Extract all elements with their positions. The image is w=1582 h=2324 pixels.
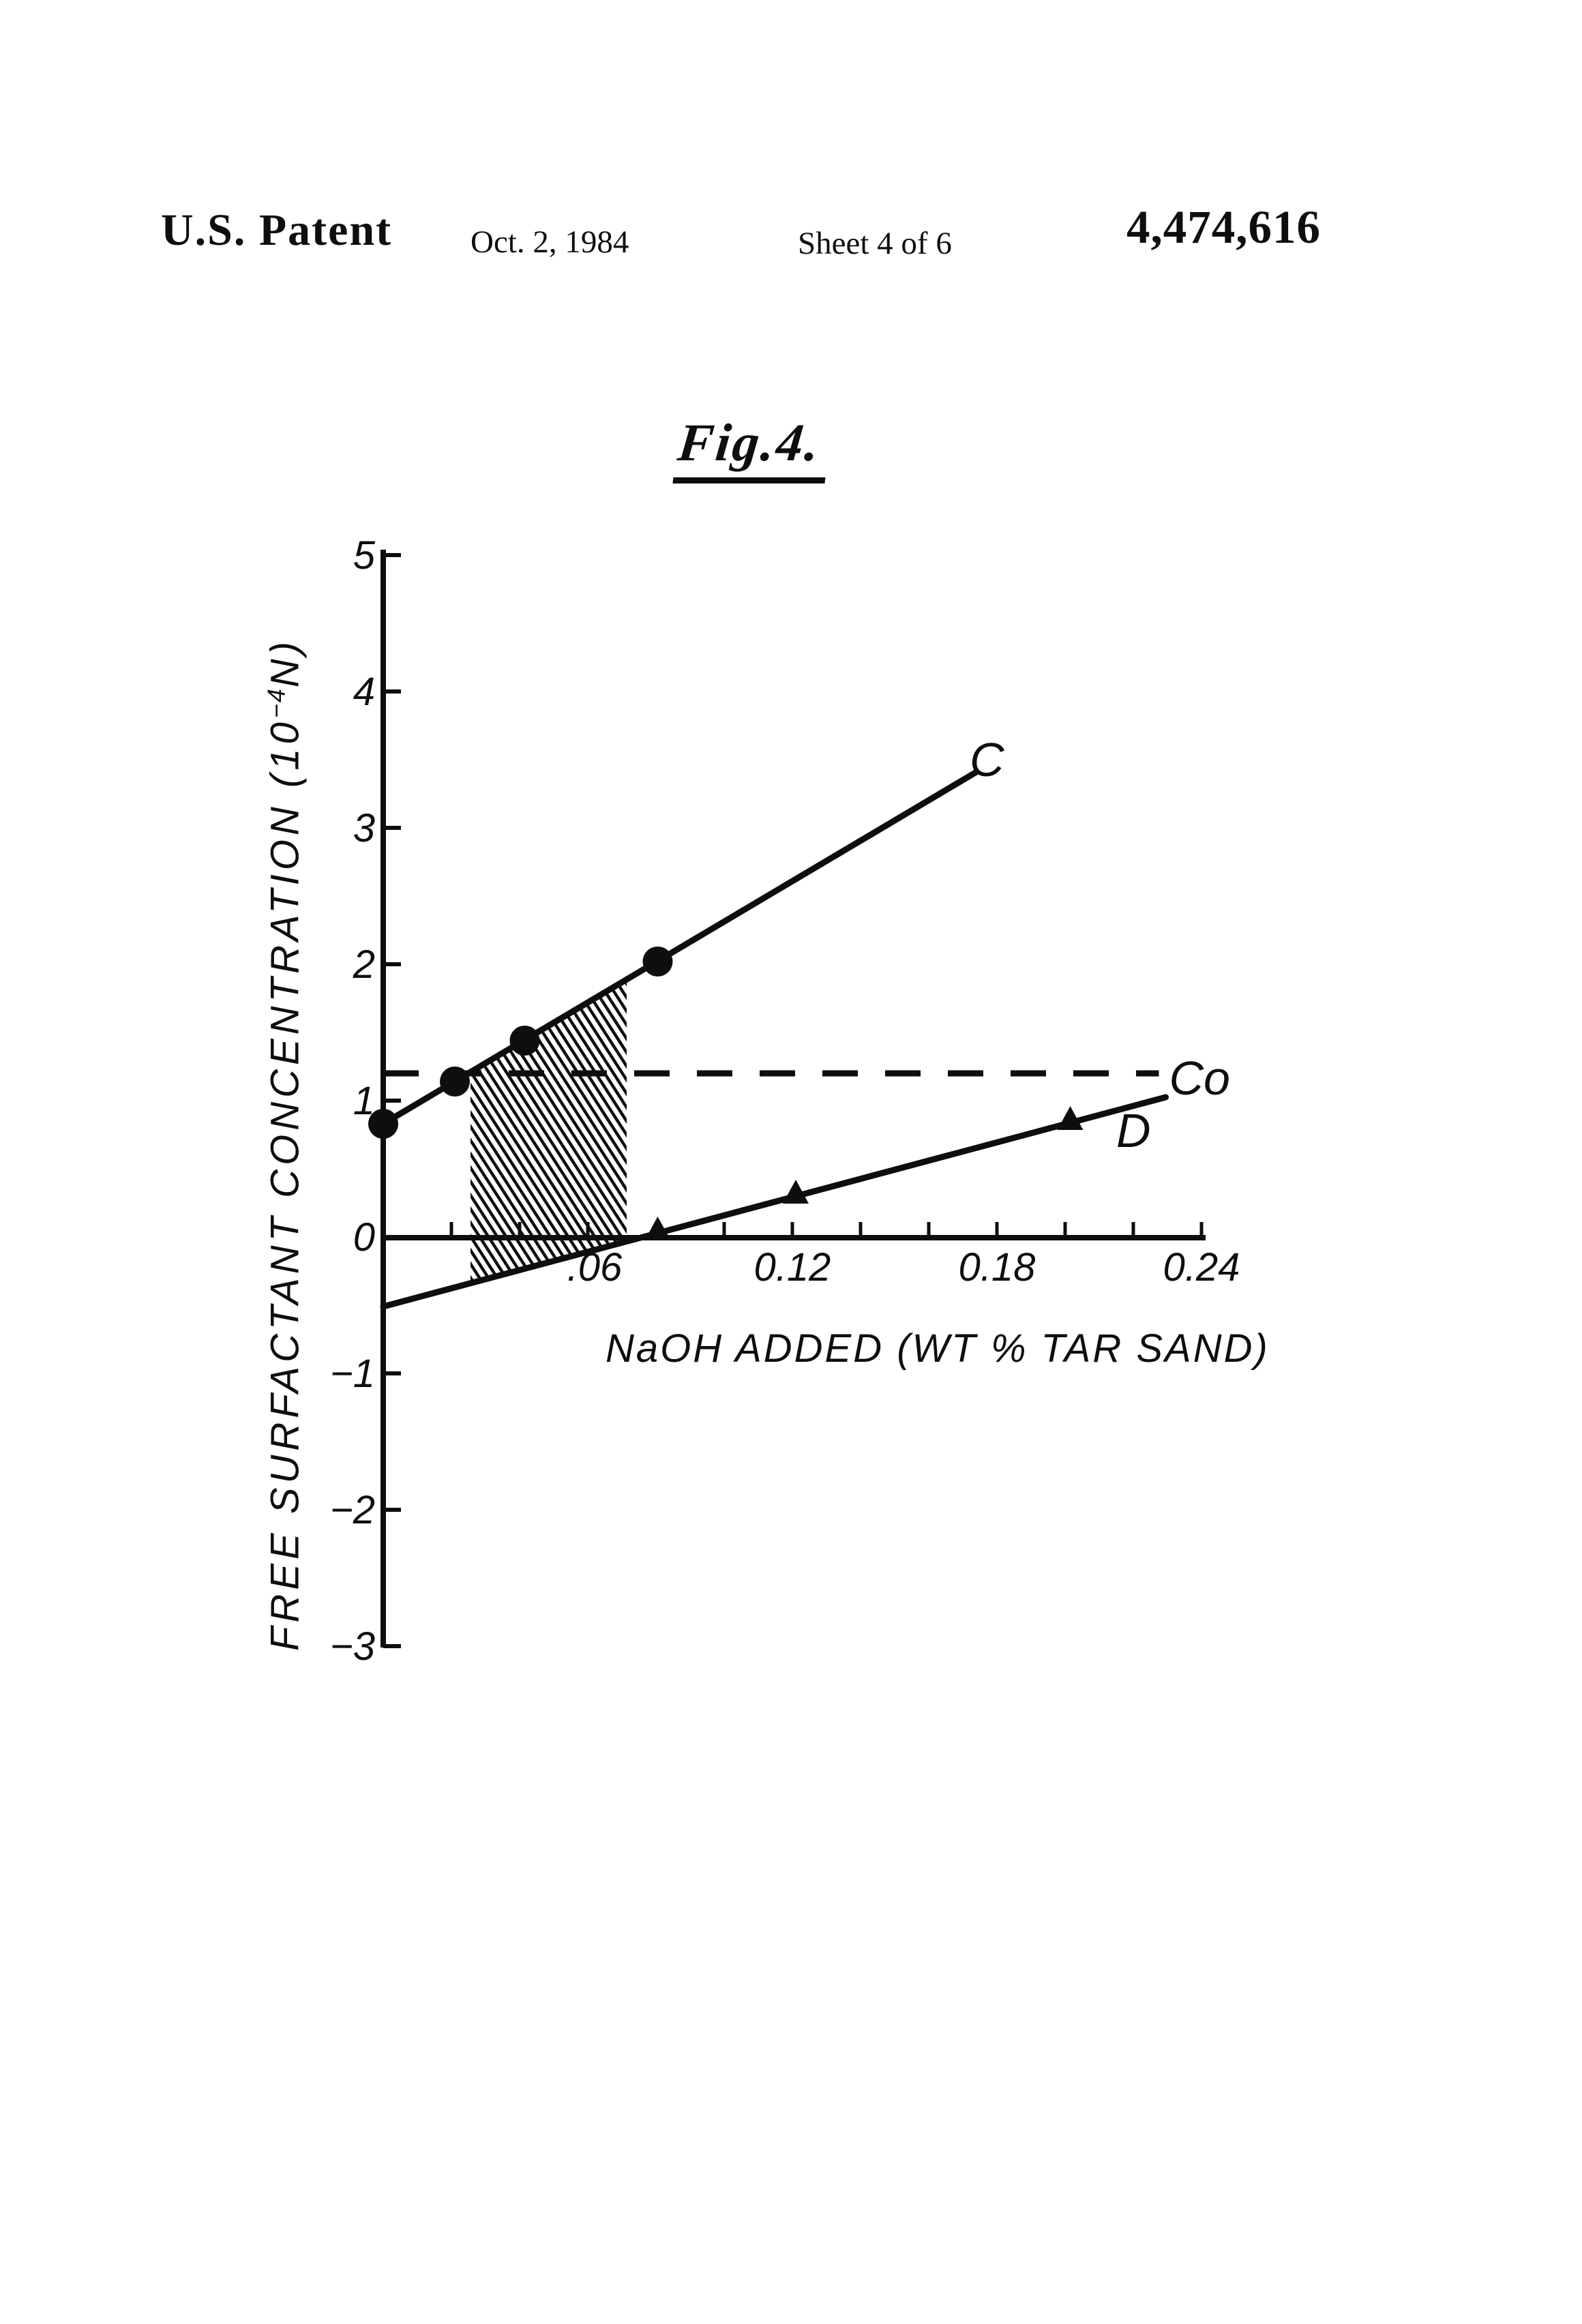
data-point-C (510, 1026, 540, 1056)
patent-date: Oct. 2, 1984 (471, 224, 629, 260)
data-point-C (440, 1067, 470, 1097)
x-axis-tick-label: 0.18 (958, 1245, 1036, 1290)
patent-number: 4,474,616 (1126, 201, 1321, 253)
hatch-region (264, 971, 834, 1291)
co-line-label: Co (1169, 1052, 1230, 1105)
y-axis-tick-label: 3 (353, 806, 375, 850)
y-axis-title-text: FREE SURFACTANT CONCENTRATION (10 (263, 718, 308, 1651)
series-D-label: D (1116, 1104, 1151, 1157)
y-axis-tick-label: −2 (329, 1488, 375, 1532)
hatch-line (627, 971, 834, 1291)
figure-title: Fig.4. (672, 412, 832, 483)
y-axis-tick-label: 5 (353, 533, 375, 578)
y-axis-tick-label: −1 (329, 1352, 375, 1396)
x-axis-tick-label: .06 (567, 1245, 623, 1290)
x-axis-title: NaOH ADDED (WT % TAR SAND) (606, 1326, 1270, 1371)
y-axis-tick-label: 2 (353, 942, 375, 987)
hatch-line (610, 971, 816, 1291)
x-axis-tick-label: 0.24 (1163, 1245, 1240, 1290)
data-point-C (643, 947, 673, 977)
y-axis-tick-label: 4 (353, 670, 375, 714)
hatch-line (601, 971, 807, 1291)
patent-office-title: U.S. Patent (161, 205, 393, 255)
x-axis-tick-label: 0.12 (753, 1245, 831, 1290)
y-axis-title-exponent: −4 (262, 687, 290, 719)
y-axis-title-unit: N) (263, 638, 308, 688)
y-axis-tick-label: 0 (353, 1215, 375, 1260)
y-axis-tick-label: 1 (353, 1079, 375, 1123)
hatch-line (618, 971, 825, 1291)
sheet-indicator: Sheet 4 of 6 (798, 226, 952, 261)
y-axis-tick-label: −3 (329, 1624, 375, 1669)
series-C-label: C (970, 733, 1004, 786)
